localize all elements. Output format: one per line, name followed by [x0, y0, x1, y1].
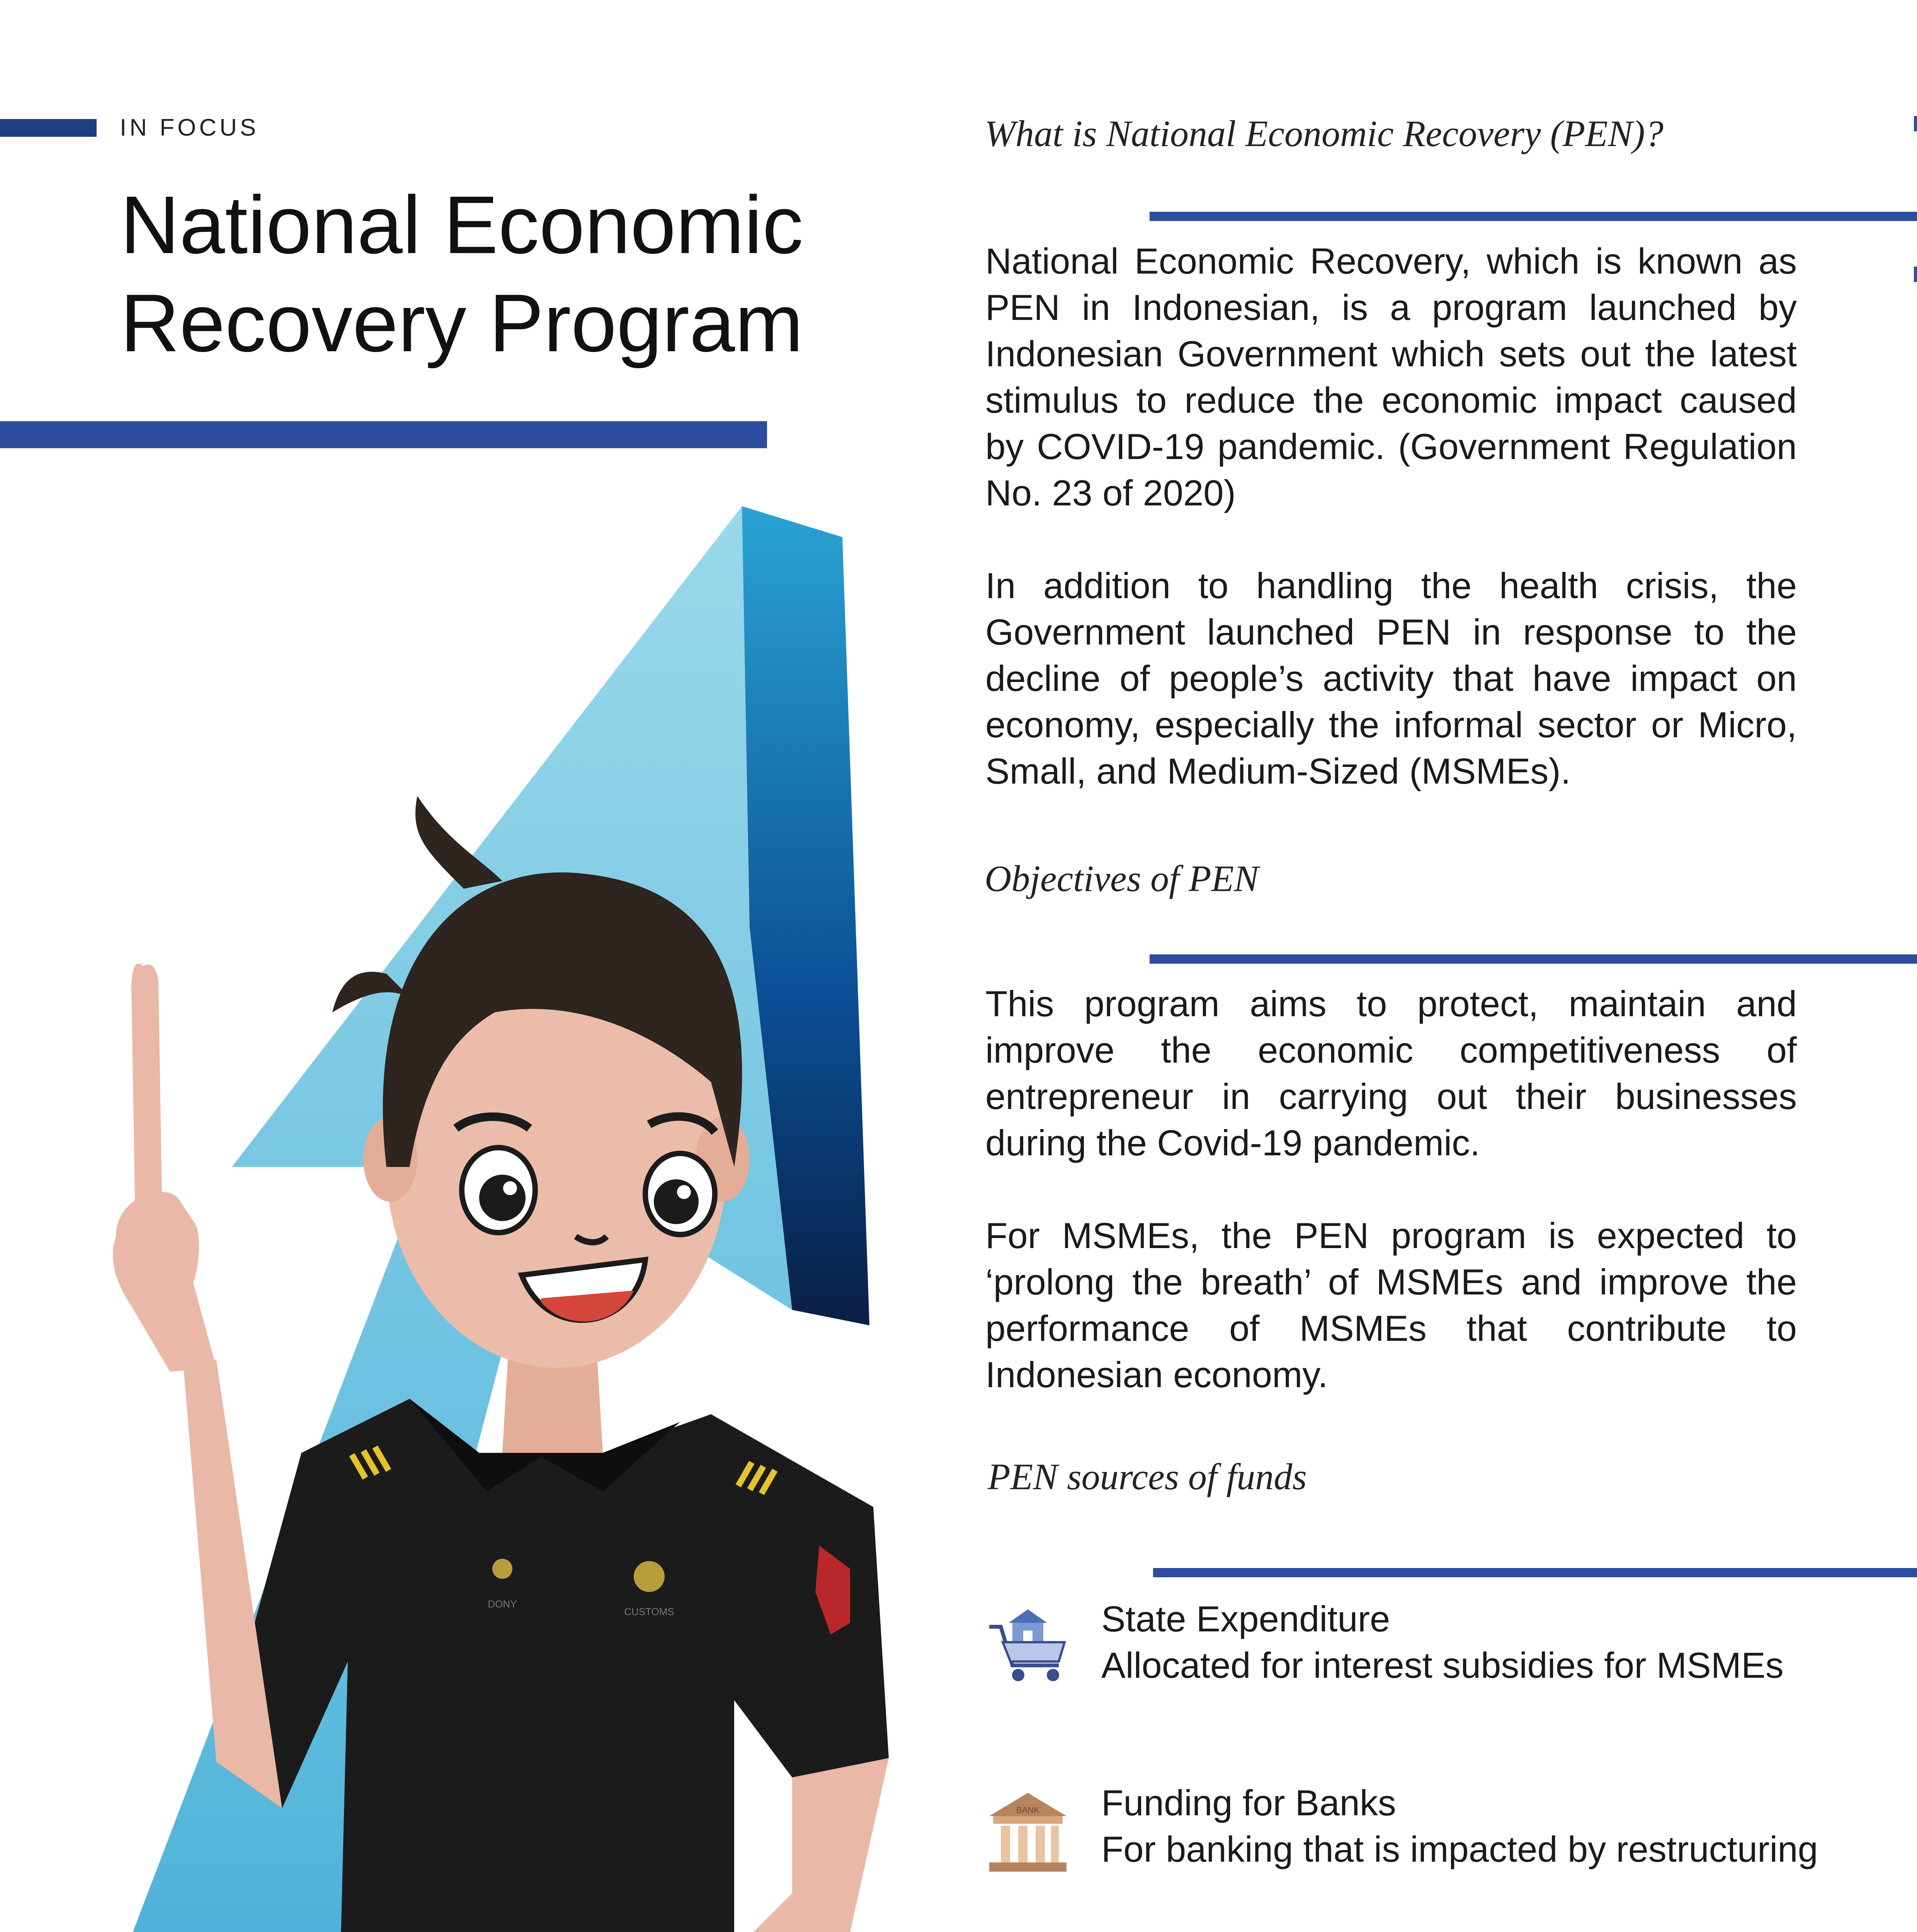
section-label: IN FOCUS — [120, 114, 259, 141]
paragraph-objectives-1: This program aims to protect, maintain and improve the economic competitiveness of entrepreneur in carrying out their businesses during the Covid-19 pandemic. — [985, 983, 1797, 1163]
title-underline-bar — [0, 421, 767, 448]
heading-sources: PEN sources of funds — [988, 1456, 1307, 1497]
svg-text:BANK: BANK — [1016, 1805, 1039, 1815]
edge-marker — [1914, 267, 1917, 282]
heading-rule — [1150, 954, 1917, 964]
bank-building-icon — [981, 1785, 1074, 1878]
heading-objectives: Objectives of PEN — [985, 858, 1259, 899]
page-title-line2: Recovery Program — [120, 277, 803, 369]
source-description: For banking that is impacted by restructuring — [1101, 1829, 1818, 1869]
source-title: State Expenditure — [1101, 1599, 1390, 1639]
source-description: Allocated for interest subsidies for MSMEs — [1101, 1645, 1784, 1685]
shopping-cart-icon — [981, 1600, 1074, 1692]
paragraph-objectives-2: For MSMEs, the PEN program is expected to ‘prolong the breath’ of MSMEs and improve the performance of MSMEs that contribute to Indonesian economy. — [985, 1215, 1797, 1395]
customs-badge: CUSTOMS — [624, 1606, 674, 1617]
heading-rule — [1150, 212, 1917, 221]
officer-illustration — [0, 502, 958, 1932]
heading-rule — [1153, 1568, 1917, 1577]
paragraph-what-is-2: In addition to handling the health crisis, the Government launched PEN in response to the decline of people’s activity that have impact on economy, especially the informal sector or Micro, Small, and Medium-Sized (MSMEs). — [985, 565, 1797, 791]
name-badge: DONY — [488, 1598, 517, 1610]
paragraph-what-is-1: National Economic Recovery, which is known as PEN in Indonesian, is a program launched by Indonesian Government which sets out the latest stimulus to reduce the economic impact caused by COVID-19 pandemic. (Government Regulation No. 23 of 2020) — [985, 241, 1797, 513]
page-title — [46, 176, 877, 372]
heading-what-is-pen: What is National Economic Recovery (PEN)? — [985, 113, 1664, 154]
section-accent-bar — [0, 119, 97, 137]
edge-marker — [1914, 116, 1917, 131]
page-title-line1: National Economic — [120, 179, 803, 270]
source-title: Funding for Banks — [1101, 1782, 1396, 1823]
